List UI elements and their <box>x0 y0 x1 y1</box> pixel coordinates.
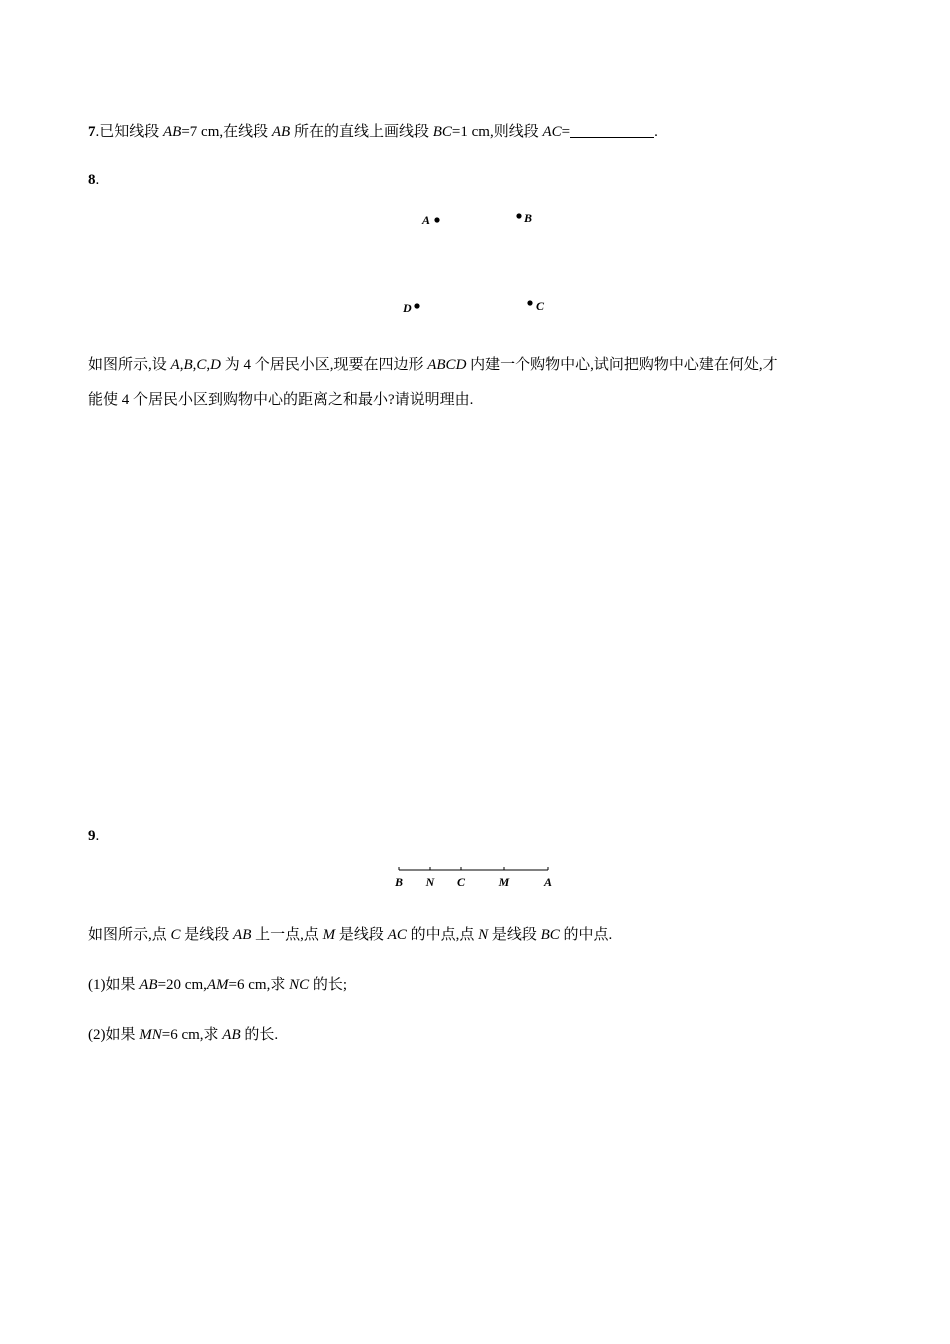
question-8-number: 8. <box>88 172 100 188</box>
question-9-stem: 如图所示,点 C 是线段 AB 上一点,点 M 是线段 AC 的中点,点 N 是线段 BC 的中点. <box>88 927 613 943</box>
segment-label-m: M <box>498 875 510 889</box>
point-a <box>434 217 439 222</box>
question-9-part-2: (2)如果 MN=6 cm,求 AB 的长. <box>88 1027 279 1043</box>
point-label-b: B <box>524 211 533 225</box>
question-9-part-1: (1)如果 AB=20 cm,AM=6 cm,求 NC 的长; <box>88 977 348 993</box>
segment-label-c: C <box>456 875 466 889</box>
point-b <box>516 213 521 218</box>
point-c <box>527 300 532 305</box>
point-label-c: C <box>536 299 545 313</box>
point-label-a: A <box>422 213 431 227</box>
question-number: 7 <box>88 124 96 140</box>
question-8-line-1: 如图所示,设 A,B,C,D 为 4 个居民小区,现要在四边形 ABCD 内建一个购物中心,试问把购物中心建在何处,才 <box>88 357 778 373</box>
segment-label-a: A <box>543 875 553 889</box>
segment-figure <box>390 862 560 892</box>
quadrilateral-points-figure <box>380 200 580 320</box>
question-8-line-2: 能使 4 个居民小区到购物中心的距离之和最小?请说明理由. <box>88 392 474 408</box>
question-number: 9 <box>88 828 96 844</box>
point-d <box>414 303 419 308</box>
answer-blank <box>570 123 654 138</box>
question-9-number: 9. <box>88 828 100 844</box>
question-number: 8 <box>88 172 96 188</box>
segment-label-n: N <box>425 875 435 889</box>
point-label-d: D <box>403 301 412 315</box>
segment-label-b: B <box>394 875 404 889</box>
question-7: 7.已知线段 AB=7 cm,在线段 AB 所在的直线上画线段 BC=1 cm,则线段 AC= . <box>88 124 658 140</box>
